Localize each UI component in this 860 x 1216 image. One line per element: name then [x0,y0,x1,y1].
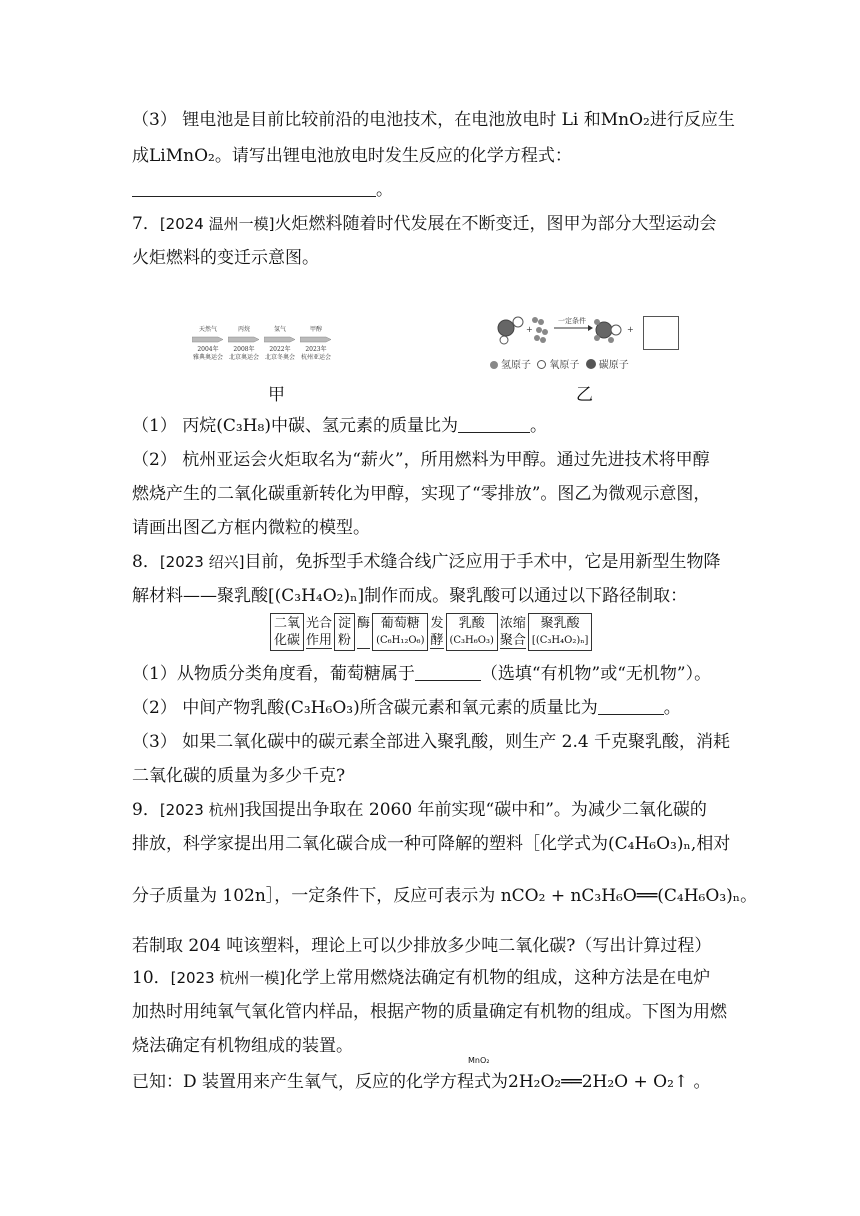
q7-part2-line3: 请画出图乙方框内微粒的模型。 [132,518,370,538]
fuel-label: 丙烷 [237,326,250,333]
q6-part3-answer-line [132,178,732,202]
flow-text: 发 [430,616,444,631]
q7-part2-line2: 燃烧产生的二氧化碳重新转化为甲醇，实现了“零排放”。图乙为微观示意图， [132,484,711,504]
flow-text: 聚合 [499,633,526,648]
legend-oxygen: 氧原子 [549,360,580,371]
arrow-right-icon [192,336,224,343]
q8-part1-options: （选填“有机物”或“无机物”）。 [480,664,712,684]
flow-text: 酵 [430,633,444,648]
source-tag: [2023 绍兴] [159,553,245,571]
q7-intro-line1 [132,212,732,236]
flow-co2 [270,613,304,651]
q10-line3: 烧法确定有机物组成的装置。 [132,1036,353,1056]
arrow-right-icon [300,336,332,343]
q7-part1-text: （1） 丙烷(C₃H₈)中碳、氢元素的质量比为 [132,416,458,436]
flow-text: 粉 [338,633,352,648]
reaction-molecules-icon [490,310,640,354]
q9-line2: 排放，科学家提出用二氧化碳合成一种可降解的塑料［化学式为(C₄H₆O₃)ₙ,相对 [132,834,731,854]
event-label: 北京冬奥会 [264,354,295,361]
flow-lactic-acid [446,613,498,651]
q8-intro-line1 [132,550,732,574]
question-number: 10． [132,968,171,988]
fuel-label: 甲醇 [309,326,322,333]
flow-text: 作用 [306,633,333,648]
legend-hydrogen: 氢原子 [501,360,531,371]
question-number: 9． [132,800,160,820]
period: 。 [663,698,681,718]
q8-intro-text: 目前，免拆型手术缝合线广泛应用于手术中，它是用新型生物降 [244,552,721,572]
flow-text: 葡萄糖 [380,616,420,631]
flow-pla [528,613,593,651]
arrow-right-icon [228,336,260,343]
flow-text: 聚乳酸 [540,616,580,631]
answer-blank[interactable] [598,696,664,715]
figure-jia-fuel-timeline [192,326,342,368]
q8-part3-line1: （3） 如果二氧化碳中的碳元素全部进入聚乳酸，则生产 2.4 千克聚乳酸，消耗 [132,732,731,752]
event-label: 北京奥运会 [228,354,259,361]
flow-text: 光合 [306,616,333,631]
flow-text: 二氧 [274,616,301,631]
q10-line1 [132,966,732,990]
svg-text:+: + [627,325,634,334]
timeline-step [264,326,296,362]
year-label: 2022年 [269,346,291,353]
flow-formula: [(C₃H₄O₂)ₙ] [531,635,589,646]
q8-part1-text: （1）从物质分类角度看，葡萄糖属于 [132,664,415,684]
reaction-condition: 一定条件 [558,317,586,325]
source-tag: [2023 杭州] [159,801,245,819]
flow-formula: (C₆H₁₂O₆) [376,635,425,646]
catalyst-label: MnO₂ [468,1056,490,1065]
q9-line1 [132,798,732,822]
flow-glucose [372,613,428,651]
figure-jia-label: 甲 [268,385,285,405]
q10-line2: 加热时用纯氧气氧化管内样品，根据产物的质量确定有机物的组成。下图为用燃 [132,1002,727,1022]
flow-photosynthesis [304,615,334,649]
answer-blank[interactable] [458,414,530,433]
answer-blank[interactable] [415,662,481,681]
period: 。 [529,416,547,436]
flow-fermentation [428,615,445,649]
figure-yi-molecular-diagram [490,310,690,376]
timeline-step [300,326,332,362]
question-number: 8． [132,552,160,572]
q6-part3-line2: 成LiMnO₂。请写出锂电池放电时发生反应的化学方程式： [132,146,572,166]
answer-blank[interactable] [132,178,376,197]
q6-part3-line1: （3） 锂电池是目前比较前沿的电池技术，在电池放电时 Li 和MnO₂进行反应生 [132,110,735,130]
fuel-label: 天然气 [198,326,217,333]
q9-text: 我国提出争取在 2060 年前实现“碳中和”。为减少二氧化碳的 [244,800,707,820]
flow-formula: (C₃H₆O₃) [449,635,494,646]
question-number: 7． [132,214,160,234]
q9-line4: 若制取 204 吨该塑料，理论上可以少排放多少吨二氧化碳?（写出计算过程） [132,936,712,956]
oxygen-atom-icon [537,360,546,369]
hydrogen-atom-icon [490,361,498,369]
flow-text: 化碳 [274,633,301,648]
event-label: 雅典奥运会 [192,354,223,361]
q8-part2 [132,696,732,720]
q9-line3-equation: 分子质量为 102n］，一定条件下，反应可表示为 nCO₂ + nC₃H₆O══(C₄H₆O₃)ₙ。 [132,886,758,906]
source-tag: [2024 温州一模] [159,215,275,233]
q7-part2-line1: （2） 杭州亚运会火炬取名为“薪火”，所用燃料为甲醇。通过先进技术将甲醇 [132,450,710,470]
drawing-answer-box[interactable] [643,316,679,350]
molecule-legend [490,356,629,371]
timeline-step [228,326,260,362]
flow-text: 乳酸 [458,616,485,631]
flow-text: 酶 [357,616,371,631]
arrow-right-icon [264,336,296,343]
q7-part1 [132,414,732,438]
flow-concentrate-polymerize [498,615,528,649]
flow-starch [334,613,355,651]
period: 。 [376,180,393,200]
q8-intro-line2: 解材料——聚乳酸[(C₃H₄O₂)ₙ]制作而成。聚乳酸可以通过以下路径制取： [132,586,688,606]
q10-line4: 已知：D 装置用来产生氧气，反应的化学方程式为2H₂O₂══2H₂O + O₂↑ 。 [132,1072,711,1092]
year-label: 2004年 [197,346,219,353]
timeline-step [192,326,224,362]
source-tag: [2023 杭州一模] [170,969,286,987]
figure-yi-label: 乙 [576,385,593,405]
q8-part2-text: （2） 中间产物乳酸(C₃H₆O₃)所含碳元素和氧元素的质量比为 [132,698,598,718]
flow-enzyme [355,615,372,649]
year-label: 2023年 [305,346,327,353]
q10-text: 化学上常用燃烧法确定有机物的组成，这种方法是在电炉 [285,968,711,988]
carbon-atom-icon [586,359,596,369]
q8-part1 [132,662,732,686]
flow-text: 淀 [338,616,352,631]
fuel-label: 氢气 [273,326,286,333]
q7-intro-text: 火炬燃料随着时代发展在不断变迁，图甲为部分大型运动会 [274,214,717,234]
legend-carbon: 碳原子 [598,360,629,371]
year-label: 2008年 [233,346,255,353]
q8-part3-line2: 二氧化碳的质量为多少千克? [132,766,346,786]
svg-text:+: + [526,325,533,334]
q7-intro-line2: 火炬燃料的变迁示意图。 [132,248,319,268]
pla-production-flowchart [270,612,592,652]
event-label: 杭州亚运会 [300,354,331,361]
flow-text: 浓缩 [499,616,526,631]
